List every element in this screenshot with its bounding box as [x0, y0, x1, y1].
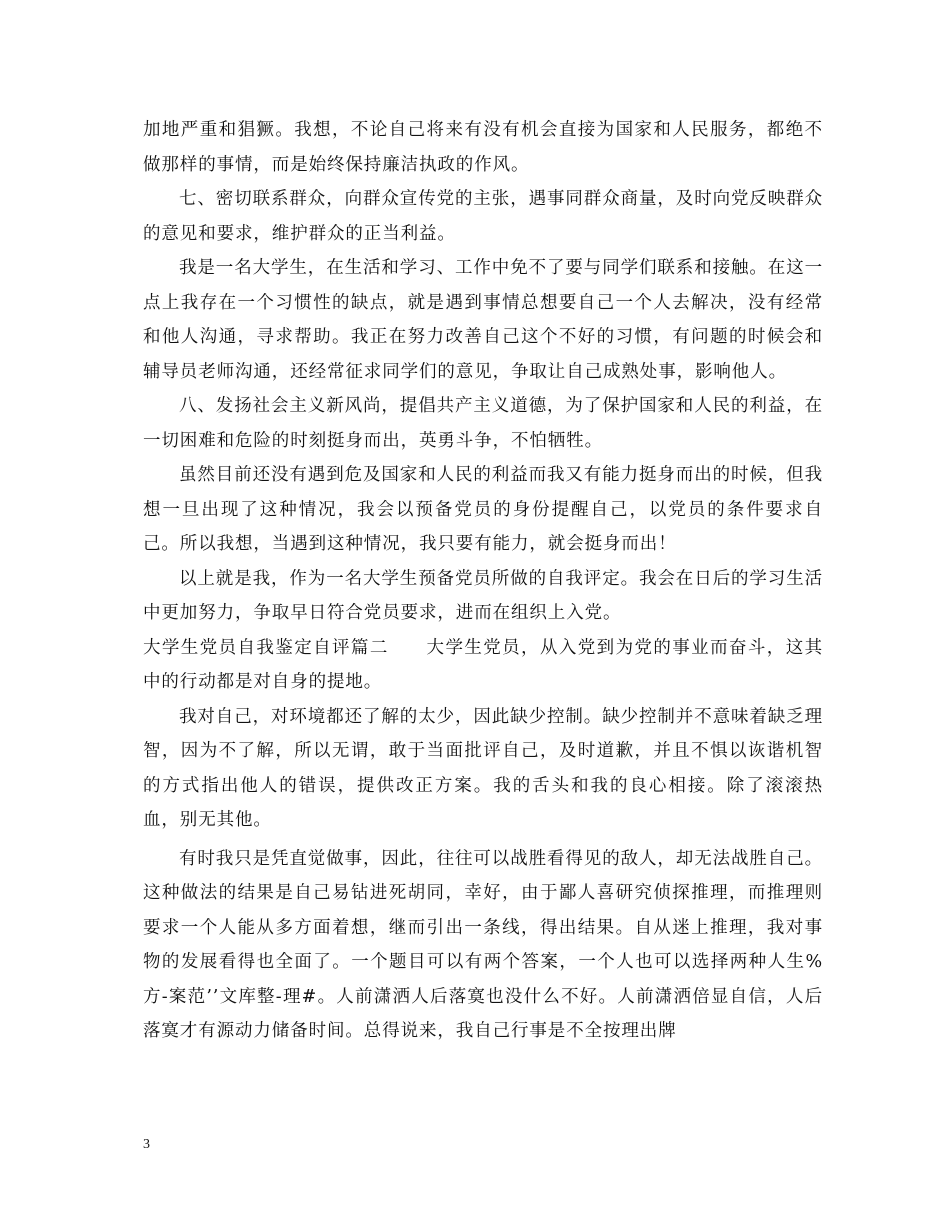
paragraph: 我对自己，对环境都还了解的太少，因此缺少控制。缺少控制并不意味着缺乏理智，因为不了解，所以无谓，敢于当面批评自己，及时道歉，并且不惧以诙谐机智的方式指出他人的错误，提供改正方案。我的舌头和我的良心相接。除了滚滚热血，别无其他。 [143, 706, 823, 830]
paragraph: 虽然目前还没有遇到危及国家和人民的利益而我又有能力挺身而出的时候，但我想一旦出现了这种情况，我会以预备党员的身份提醒自己，以党员的条件要求自己。所以我想，当遇到这种情况，我只要有能力，就会挺身而出！ [143, 465, 823, 554]
section-heading-paragraph: 大学生党员自我鉴定自评篇二 大学生党员，从入党到为党的事业而奋斗，这其中的行动都是对自身的提地。 [143, 637, 823, 692]
paragraph: 七、密切联系群众，向群众宣传党的主张，遇事同群众商量，及时向党反映群众的意见和要求，维护群众的正当利益。 [143, 189, 823, 244]
paragraph: 以上就是我，作为一名大学生预备党员所做的自我评定。我会在日后的学习生活中更加努力，争取早日符合党员要求，进而在组织上入党。 [143, 568, 823, 623]
page-number: 3 [143, 1137, 150, 1152]
paragraph: 有时我只是凭直觉做事，因此，往往可以战胜看得见的敌人，却无法战胜自己。这种做法的结果是自己易钻进死胡同，幸好，由于鄙人喜研究侦探推理，而推理则要求一个人能从多方面着想，继而引出一条线，得出结果。自从迷上推理，我对事物的发展看得也全面了。一个题目可以有两个答案，一个人也可以选择两种人生%方-案范’’文库整-理#。人前潇洒人后落寞也没什么不好。人前潇洒倍显自信，人后落寞才有源动力储备时间。总得说来，我自己行事是不全按理出牌 [143, 848, 823, 1041]
paragraph: 加地严重和猖獗。我想，不论自己将来有没有机会直接为国家和人民服务，都绝不做那样的事情，而是始终保持廉洁执政的作风。 [143, 120, 823, 175]
document-body [143, 113, 823, 1049]
paragraph: 八、发扬社会主义新风尚，提倡共产主义道德，为了保护国家和人民的利益，在一切困难和危险的时刻挺身而出，英勇斗争，不怕牺牲。 [143, 396, 823, 451]
paragraph: 我是一名大学生，在生活和学习、工作中免不了要与同学们联系和接触。在这一点上我存在一个习惯性的缺点，就是遇到事情总想要自己一个人去解决，没有经常和他人沟通，寻求帮助。我正在努力改善自己这个不好的习惯，有问题的时候会和辅导员老师沟通，还经常征求同学们的意见，争取让自己成熟处事，影响他人。 [143, 258, 823, 382]
